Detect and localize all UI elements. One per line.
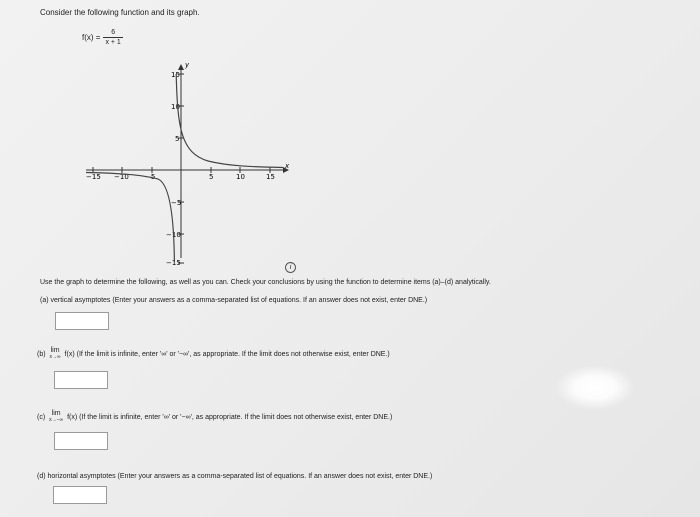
question-c-text: (If the limit is infinite, enter '∞' or '−∞', as appropriate. If the limit does not otherwise exist, enter DNE.)	[79, 413, 393, 421]
function-fraction	[103, 28, 122, 47]
answer-d-input[interactable]	[53, 486, 107, 504]
function-graph	[78, 58, 298, 273]
limit-c-fn: f(x)	[67, 413, 78, 421]
x-tick-label: 10	[236, 173, 245, 181]
limit-c	[49, 411, 63, 423]
question-a-text: vertical asymptotes (Enter your answers as a comma-separated list of equations. If an answer does not exist, enter DNE.)	[50, 297, 428, 304]
x-tick-label: 5	[209, 173, 214, 181]
y-tick-label: 15	[171, 71, 180, 79]
limit-b-sub: x→∞	[49, 354, 61, 360]
question-b	[37, 348, 390, 360]
question-d	[37, 473, 432, 480]
y-tick-label: 5	[175, 135, 180, 143]
function-numerator: 6	[111, 29, 116, 36]
x-tick-label: −15	[86, 173, 101, 181]
limit-b-word: lim	[50, 347, 60, 354]
question-d-label: (d)	[37, 473, 46, 480]
limit-b	[50, 348, 61, 360]
x-tick-label: 15	[266, 173, 275, 181]
x-tick-label: −5	[145, 173, 156, 181]
function-denominator: x + 1	[105, 39, 121, 46]
instructions-text: Use the graph to determine the following, as well as you can. Check your conclusions by using the function to determine items (a)–(d) analytically.	[40, 279, 491, 286]
curve-left-branch	[86, 173, 174, 263]
screen-glare	[555, 365, 635, 410]
info-icon[interactable]: i	[285, 262, 296, 273]
answer-c-input[interactable]	[54, 432, 108, 450]
question-c-label: (c)	[37, 413, 46, 421]
x-tick-label: −10	[114, 173, 129, 181]
y-tick-label: −5	[171, 199, 182, 207]
question-a	[40, 297, 427, 304]
question-a-label: (a)	[40, 297, 49, 304]
x-axis-label: x	[285, 162, 290, 170]
y-tick-label: −10	[166, 231, 181, 239]
answer-a-input[interactable]	[55, 312, 109, 330]
limit-c-word: lim	[51, 410, 61, 417]
y-tick-label: −15	[166, 259, 181, 267]
limit-c-sub: x→−∞	[49, 417, 64, 423]
graph-svg	[78, 58, 298, 268]
question-b-text: (If the limit is infinite, enter '∞' or '−∞', as appropriate. If the limit does not otherwise exist, enter DNE.)	[76, 350, 390, 358]
y-axis-label: y	[185, 61, 190, 69]
curve-right-branch	[176, 74, 283, 168]
question-d-text: horizontal asymptotes (Enter your answers as a comma-separated list of equations. If an answer does not exist, enter DNE.)	[47, 473, 433, 480]
question-b-label: (b)	[37, 350, 46, 358]
question-c	[37, 411, 392, 423]
y-tick-label: 10	[171, 103, 180, 111]
function-lhs: f(x) =	[82, 33, 101, 42]
function-definition	[82, 28, 123, 47]
y-axis-arrow	[178, 64, 184, 70]
problem-prompt: Consider the following function and its graph.	[40, 8, 200, 17]
answer-b-input[interactable]	[54, 371, 108, 389]
limit-b-fn: f(x)	[64, 350, 75, 358]
